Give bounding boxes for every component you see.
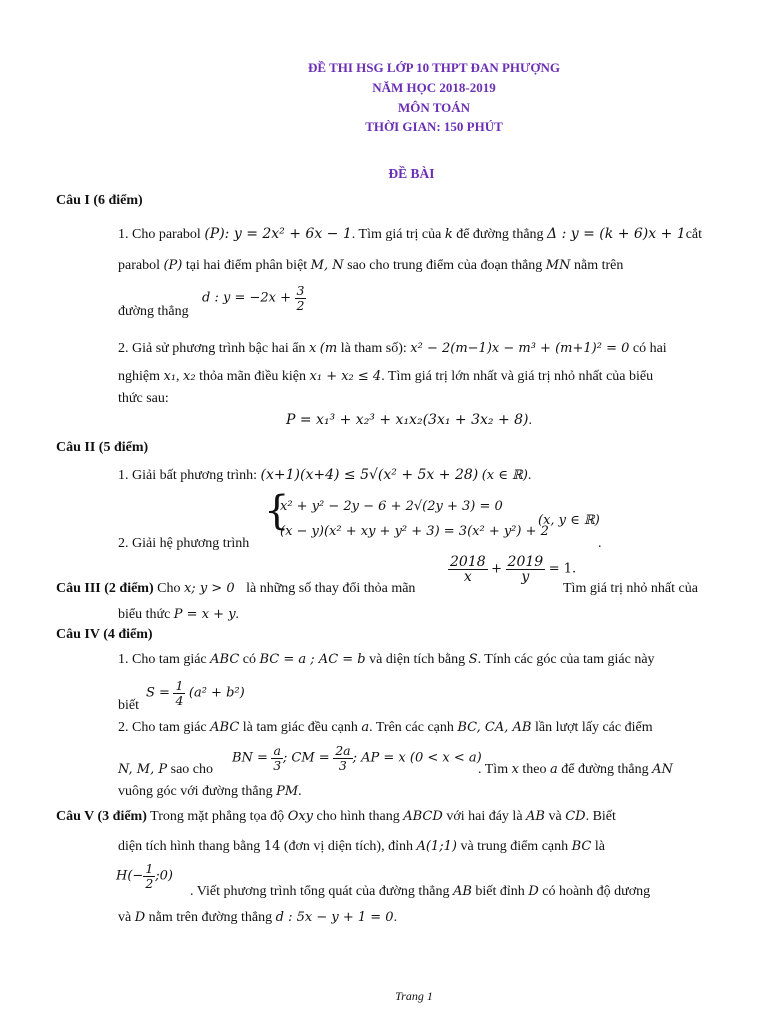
q4-p2-line2-start: N, M, P sao cho — [118, 762, 214, 777]
q1-line2: parabol (P) tại hai điểm phân biệt M, N sao cho trung điểm của đoạn thẳng MN nằm trên — [118, 258, 624, 273]
q1-p2-line1: 2. Giả sử phương trình bậc hai ẩn x (m là tham số): x² − 2(m−1)x − m³ + (m+1)² = 0 có hai — [118, 341, 667, 356]
q3-line1-end: Tìm giá trị nhỏ nhất của — [563, 581, 698, 596]
question-4-heading: Câu IV (4 điểm) — [56, 627, 153, 642]
exam-subject: MÔN TOÁN — [397, 100, 471, 115]
q3-line2: biểu thức P = x + y. — [118, 607, 240, 622]
q4-p2-conditions: BN = $\frac{a}{3}$ ; CM = $\frac{2a}{3}$ ; AP = x (0 < x < a) — [232, 743, 482, 773]
q5-point-H: H(− $\frac{1}{2}$ ;0) — [116, 861, 173, 891]
q1-line3: đường thẳng — [118, 304, 189, 319]
question-1-heading: Câu I (6 điểm) — [56, 193, 143, 208]
q2-system-eq2: (x − y)(x² + xy + y² + 3) = 3(x² + y²) + 2 — [280, 524, 549, 539]
exam-year: NĂM HỌC 2018-2019 — [372, 80, 496, 95]
q4-p1-biet: biết — [118, 698, 139, 713]
page-number: Trang 1 — [395, 989, 433, 1003]
exam-duration: THỜI GIAN: 150 PHÚT — [365, 119, 503, 134]
q3-condition: $\frac{2018}{x}$ + $\frac{2019}{y}$ = 1. — [450, 554, 577, 585]
q4-p2-line2-end: . Tìm x theo a để đường thẳng AN — [478, 762, 673, 777]
question-3-heading: Câu III (2 điểm) — [56, 581, 154, 596]
q2-system-eq1: x² + y² − 2y − 6 + 2√(2y + 3) = 0 — [280, 499, 503, 514]
system-brace: { — [264, 488, 290, 534]
document-page: ĐỀ THI HSG LỚP 10 THPT ĐAN PHƯỢNG NĂM HỌC 2018-2019 MÔN TOÁN THỜI GIAN: 150 PHÚT ĐỀ BÀI Câu I (6 điểm) 1. Cho parabol (P): y = 2x² + 6x − 1. Tìm giá trị của k để đường thẳng Δ : y = (k + 6)x + 1cắt parabol (P) tại hai điểm phân biệt M, N sao cho trung điểm của đoạn thẳng MN nằm trên d : y = −2x + $\frac{3}{2}$ đường thẳng 2. Giả sử phương trình bậc hai ẩn x (m là tham số): x² − 2(m−1)x − m³ + (m+1)² = 0 có hai nghiệm x₁, x₂ thỏa mãn điều kiện x₁ + x₂ ≤ 4. Tìm giá trị lớn nhất và giá trị nhỏ nhất của biểu thức sau: P = x₁³ + x₂³ + x₁x₂(3x₁ + 3x₂ + 8). Câu II (5 điểm) 1. Giải bất phương trình: (x+1)(x+4) ≤ 5√(x² + 5x + 28) (x ∈ ℝ). { x² + y² − 2y − 6 + 2√(2y + 3) = 0 (x − y)(x² + xy + y² + 3) = 3(x² + y²) + 2 (x, y ∈ ℝ) 2. Giải hệ phương trình . Câu III (2 điểm) Cho x; y > 0 là những số thay đổi thỏa mãn $\frac{2018}{x}$ + $\frac{2019}{y}$ = 1. Tìm giá trị nhỏ nhất của biểu thức P = x + y. Câu IV (4 điểm) 1. Cho tam giác ABC có BC = a ; AC = b và diện tích bằng S. Tính các góc của tam giác này biết S = $\frac{1}{4}$ (a² + b²) 2. Cho tam giác ABC là tam giác đều cạnh a. Trên các cạnh BC, CA, AB lần lượt lấy các điểm N, M, P sao cho BN = $\frac{a}{3}$ ; CM = $\frac{2a}{3}$ ; AP = x (0 < x < a) . Tìm x theo a để đường thẳng AN vuông góc với đường thẳng PM. Câu V (3 điểm) Trong mặt phẳng tọa độ Oxy cho hình thang ABCD với hai đáy là AB và CD. Biết diện tích hình thang bằng 14 (đơn vị diện tích), đỉnh A(1;1) và trung điểm cạnh BC là H(− $\frac{1}{2}$ ;0) . Viết phương trình tổng quát của đường thẳng AB biết đỉnh D có hoành độ dương và D nằm trên đường thẳng d : 5x − y + 1 = 0. Trang 1 — [0, 0, 768, 1024]
q5-line3: . Viết phương trình tổng quát của đường thẳng AB biết đỉnh D có hoành độ dương — [190, 884, 651, 899]
q1-p2-line2: nghiệm x₁, x₂ thỏa mãn điều kiện x₁ + x₂ ≤ 4. Tìm giá trị lớn nhất và giá trị nhỏ nhất của biểu — [118, 369, 654, 384]
q5-line2: diện tích hình thang bằng 14 (đơn vị diện tích), đỉnh A(1;1) và trung điểm cạnh BC là — [118, 839, 605, 854]
q4-p1-formula: S = $\frac{1}{4}$ (a² + b²) — [146, 678, 245, 708]
q2-line2: 2. Giải hệ phương trình — [118, 536, 250, 551]
section-title: ĐỀ BÀI — [388, 166, 435, 181]
question-5-heading: Câu V (3 điểm) — [56, 809, 147, 824]
q1-p2-line3: thức sau: — [118, 391, 169, 406]
q4-p2-line3: vuông góc với đường thẳng PM. — [118, 784, 302, 799]
q5-line4: và D nằm trên đường thẳng d : 5x − y + 1 = 0. — [118, 910, 398, 925]
q4-p1-line1: 1. Cho tam giác ABC có BC = a ; AC = b và diện tích bằng S. Tính các góc của tam giác này — [118, 652, 655, 667]
q1-line1: 1. Cho parabol (P): y = 2x² + 6x − 1. Tìm giá trị của k để đường thẳng Δ : y = (k + 6)x + 1cắt — [118, 226, 703, 242]
q2-system-domain: (x, y ∈ ℝ) — [538, 513, 600, 528]
q4-p2-line1: 2. Cho tam giác ABC là tam giác đều cạnh a. Trên các cạnh BC, CA, AB lần lượt lấy các điểm — [118, 720, 653, 735]
q5-line1: Câu V (3 điểm) Trong mặt phẳng tọa độ Oxy cho hình thang ABCD với hai đáy là AB và CD. Biết — [56, 809, 616, 824]
q3-line1: Câu III (2 điểm) Cho x; y > 0 là những số thay đổi thỏa mãn — [56, 581, 416, 596]
exam-title-line1: ĐỀ THI HSG LỚP 10 THPT ĐAN PHƯỢNG — [308, 60, 560, 75]
q2-line1: 1. Giải bất phương trình: (x+1)(x+4) ≤ 5√(x² + 5x + 28) (x ∈ ℝ). — [118, 467, 532, 483]
question-2-heading: Câu II (5 điểm) — [56, 440, 149, 455]
q1-line-d: d : y = −2x + $\frac{3}{2}$ — [202, 283, 305, 313]
q1-p2-formula: P = x₁³ + x₂³ + x₁x₂(3x₁ + 3x₂ + 8). — [286, 412, 532, 428]
